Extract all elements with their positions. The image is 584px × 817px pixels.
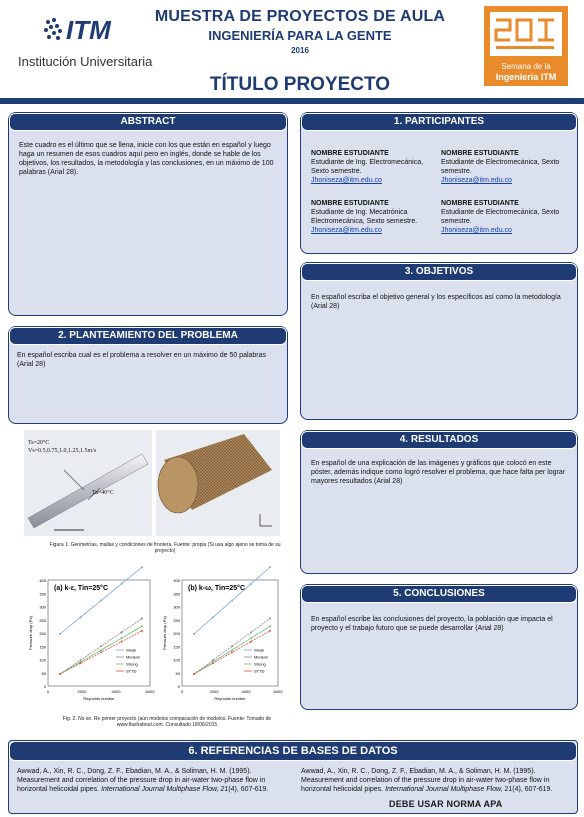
series-point (231, 649, 233, 651)
participant-desc: Estudiante de Ing. Electromecánica, Sexto semestre. (311, 159, 424, 175)
reference-1-pages: (4), 607-619. (228, 786, 269, 793)
reference-2 (301, 767, 571, 794)
y-axis-label: Pressure drop (Pa) (162, 616, 167, 650)
y-axis-label: Pressure drop (Pa) (28, 616, 33, 650)
chart-title: (a) k-ε, Tin=25°C (54, 585, 109, 592)
x-tick-label: 6000 (145, 689, 155, 694)
participant-name: NOMBRE ESTUDIANTE (441, 150, 519, 157)
itm-logo (18, 10, 153, 70)
y-tick-label: 0 (177, 684, 180, 689)
semana-logo-mark (490, 12, 562, 56)
y-tick-label: 350 (39, 591, 46, 597)
figure1-label-vs: Vs=0.5,0.75,1.0,1.25,1.5m/s (28, 448, 97, 454)
participants-title: 1. PARTICIPANTES (301, 113, 577, 131)
legend-label: STTD (126, 668, 137, 674)
problema-title: 2. PLANTEAMIENTO DEL PROBLEMA (9, 327, 287, 345)
chart-b (160, 566, 284, 710)
referencias-title: 6. REFERENCIAS DE BASES DE DATOS (9, 741, 577, 761)
reference-1-authors: Awwad, A., Xin, R. C., Dong, Z. F., Ebadian, M. A., & Soliman, H. M. (1995). Measurement and correlation of the pressure drop in air-water two-phase flow in horizontal helicoidal pipes. (17, 768, 266, 793)
legend-label: STTD (254, 668, 265, 674)
project-title: TÍTULO PROYECTO (209, 74, 391, 95)
series-point (121, 583, 123, 585)
x-tick-label: 0 (180, 689, 184, 694)
y-tick-label: 200 (173, 631, 180, 636)
series-point (231, 645, 233, 647)
series-point (231, 651, 233, 653)
legend-label: Strong (126, 661, 138, 667)
top-divider (0, 98, 584, 104)
participant-email[interactable]: Jhoniseza@itm.edu.co (311, 177, 382, 184)
reference-1-journal: International Journal Multiphase Flow, 21 (101, 786, 229, 793)
participant-name: NOMBRE ESTUDIANTE (311, 150, 389, 157)
x-tick-label: 6000 (273, 689, 283, 694)
participants-panel (300, 112, 578, 254)
series-point (193, 633, 195, 635)
series-point (231, 600, 233, 602)
series-point (121, 631, 123, 633)
resultados-title: 4. RESULTADOS (301, 431, 577, 449)
y-tick-label: 250 (39, 617, 46, 623)
figure1-label-ta: Ta=40°C (92, 490, 114, 496)
conclusiones-title: 5. CONCLUSIONES (301, 585, 577, 603)
y-tick-label: 250 (173, 617, 180, 623)
y-tick-label: 50 (175, 670, 180, 676)
x-axis-label: Reynolds number (214, 696, 246, 701)
series-point (269, 625, 271, 627)
series-point (212, 616, 214, 618)
semana-logo-line2: Ingeniería ITM (495, 72, 557, 82)
figure1-label-ts: Ts=20°C (28, 440, 50, 446)
poster-subtitle: INGENIERÍA PARA LA GENTE (208, 28, 392, 43)
reference-1 (17, 767, 295, 794)
series-point (250, 631, 252, 633)
resultados-panel (300, 430, 578, 574)
objetivos-panel (300, 262, 578, 420)
legend-label: Medium (254, 654, 269, 660)
poster-title: MUESTRA DE PROYECTOS DE AULA (154, 8, 446, 25)
y-tick-label: 350 (173, 591, 180, 597)
series-point (121, 637, 123, 639)
participant-name: NOMBRE ESTUDIANTE (311, 200, 389, 207)
x-tick-label: 4000 (111, 689, 121, 694)
figure1-caption: Figura 1. Geometrías, mallas y condiciones de frontera. Fuente: propia (Si usa algo ajeno se toma de su proyecto) (49, 542, 281, 554)
figure1-geometry (24, 430, 152, 536)
series-point (250, 641, 252, 643)
series-point (100, 649, 102, 651)
participant-email[interactable]: Jhoniseza@itm.edu.co (441, 177, 512, 184)
series-point (80, 662, 82, 664)
y-tick-label: 100 (173, 657, 180, 663)
series-point (212, 662, 214, 664)
objetivos-text: En español escriba el objetivo general y los específicos así como la metodología (Arial 28) (311, 294, 561, 310)
poster-year: 2016 (291, 46, 309, 55)
participant-desc: Estudiante de Electromecánica, Sexto semestre. (441, 209, 560, 225)
participant-desc: Estudiante de Ing. Mecatrónica Electromecánica, Sexto semestre. (311, 209, 418, 225)
participant-card (311, 199, 436, 235)
apa-note: DEBE USAR NORMA APA (389, 799, 503, 809)
x-axis-label: Reynolds number (83, 696, 115, 701)
series-point (121, 641, 123, 643)
series-point (250, 583, 252, 585)
series-point (269, 618, 271, 620)
series-point (212, 659, 214, 661)
referencias-panel (8, 740, 578, 814)
problema-text: En español escriba cual es el problema a resolver en un máximo de 50 palabras (Arial 28) (17, 352, 267, 368)
figure1-mesh (156, 430, 280, 536)
resultados-text: En español de una explicación de las imágenes y gráficos que colocó en este póster, además indique como logró resolver el problema, que hace falta per lograr mayores resultados (Arial 28) (311, 460, 566, 485)
pipe-mesh-image (156, 430, 280, 536)
participant-card (441, 199, 566, 235)
series-point (141, 625, 143, 627)
chart-b-container (160, 566, 284, 710)
chart-a-container (26, 566, 156, 710)
y-tick-label: 200 (39, 631, 46, 636)
conclusiones-text: En español escribe las conclusiones del proyecto, la población que impacta el proyecto y el trabajo futuro que se puede desarrollar (Arial 28) (311, 616, 553, 632)
series-point (59, 633, 61, 635)
y-tick-label: 100 (39, 657, 46, 663)
series-point (141, 618, 143, 620)
series-point (100, 645, 102, 647)
conclusiones-panel (300, 584, 578, 710)
series-point (80, 659, 82, 661)
reference-2-authors: Awwad, A., Xin, R. C., Dong, Z. F., Ebadian, M. A., & Soliman, H. M. (1995). Measurement and correlation of the pressure drop in air-water two-phase flow in horizontal helicoidal pipes. (301, 768, 550, 793)
legend-label: Weak (254, 647, 265, 653)
y-tick-label: 150 (39, 644, 46, 650)
participant-desc: Estudiante de Electromecánica, Sexto semestre. (441, 159, 560, 175)
x-tick-label: 2000 (209, 689, 219, 694)
participant-card (441, 149, 566, 185)
abstract-text: Este cuadro es el último que se llena, inicie con los que están en español y luego haga un resumen de esos cuadros aquí pero en inglés, donde se hable de los objetivos, los resultados, la metodología y las conclusiones, en un máximo de 100 palabras (Arial 28). (19, 142, 274, 176)
semana-ingenieria-logo (484, 6, 568, 86)
y-tick-label: 50 (41, 670, 46, 676)
series-point (269, 566, 271, 568)
x-tick-label: 2000 (77, 689, 87, 694)
figure2-caption: Fig. 2. No se. Re primer proyecto (aún modelos comparación de modelos. Fuente: Tomado de www.flashabout.com. Consultado 18/06/2015 (62, 716, 272, 728)
series-point (59, 673, 61, 675)
series-point (269, 630, 271, 632)
x-tick-label: 0 (46, 689, 50, 694)
series-point (80, 616, 82, 618)
y-tick-label: 400 (39, 578, 46, 583)
reference-2-journal: International Journal Multiphase Flow, (385, 786, 503, 793)
legend-label: Medium (126, 654, 141, 660)
participant-email[interactable]: Jhoniseza@itm.edu.co (311, 227, 382, 234)
y-tick-label: 150 (173, 644, 180, 650)
chart-a (26, 566, 156, 710)
x-tick-label: 4000 (241, 689, 251, 694)
svg-text:ITM: ITM (66, 15, 111, 45)
participant-card (311, 149, 436, 185)
problema-panel (8, 326, 288, 424)
series-point (141, 566, 143, 568)
y-tick-label: 300 (173, 604, 180, 610)
series-point (100, 651, 102, 653)
series-point (193, 673, 195, 675)
y-tick-label: 0 (43, 684, 46, 689)
institution-label: Institución Universitaria (18, 54, 153, 69)
y-tick-label: 400 (173, 578, 180, 583)
abstract-panel (8, 112, 288, 316)
chart-title: (b) k-ω, Tin=25°C (188, 585, 246, 592)
itm-logo-mark (40, 12, 130, 46)
semana-logo-line1: Semana de la (501, 62, 551, 71)
participant-name: NOMBRE ESTUDIANTE (441, 200, 519, 207)
semana-logo-icon (490, 12, 562, 56)
series-point (100, 600, 102, 602)
participant-email[interactable]: Jhoniseza@itm.edu.co (441, 227, 512, 234)
series-point (250, 637, 252, 639)
y-tick-label: 300 (39, 604, 46, 610)
legend-label: Weak (126, 647, 137, 653)
reference-2-pages: 21(4), 607-619. (502, 786, 553, 793)
legend-label: Strong (254, 661, 266, 667)
series-point (141, 630, 143, 632)
abstract-title: ABSTRACT (9, 113, 287, 131)
objetivos-title: 3. OBJETIVOS (301, 263, 577, 281)
